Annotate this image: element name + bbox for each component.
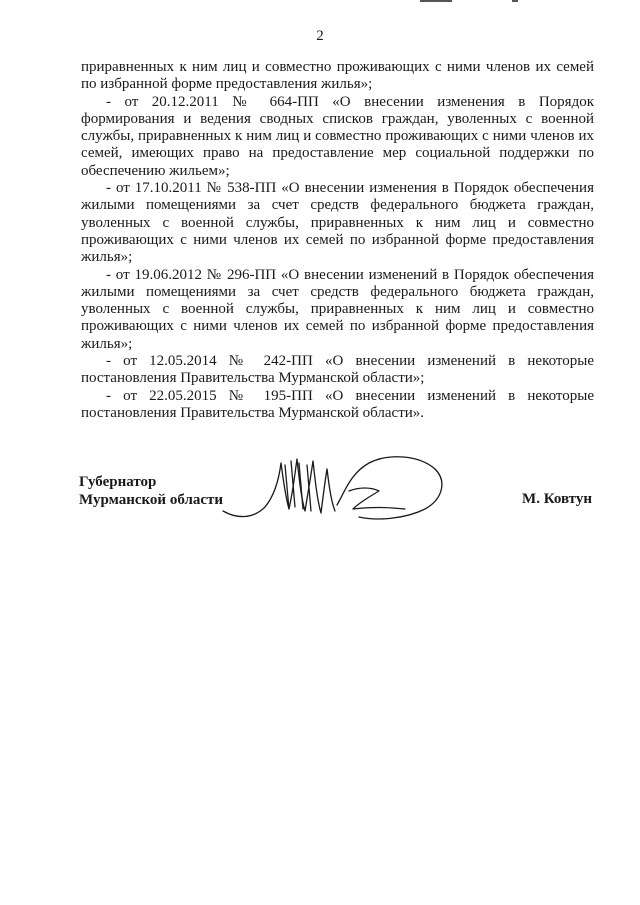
list-item: - от 22.05.2015 № 195-ПП «О внесении изменений в некоторые постановления Правительства Мурманской области». <box>81 387 594 421</box>
list-item: - от 20.12.2011 № 664-ПП «О внесении изменения в Порядок формирования и ведения сводных списков граждан, уволенных с военной службы, приравненных к ним лиц и совместно проживающих с ними членов их семей, имеющих право на предоставление мер социальной поддержки по обеспечению жильем»; <box>81 93 594 179</box>
signature-block <box>79 451 594 531</box>
scan-top-marks <box>420 0 530 4</box>
scan-mark <box>512 0 518 2</box>
scan-mark <box>420 0 452 2</box>
handwritten-signature <box>219 451 509 531</box>
signer-position <box>79 473 223 509</box>
signer-name: М. Ковтун <box>522 491 592 507</box>
page-number: 2 <box>316 28 324 44</box>
list-item: - от 19.06.2012 № 296-ПП «О внесении изменений в Порядок обеспечения жилыми помещениями за счет средств федерального бюджета граждан, уволенных с военной службы, приравненных к ним лиц и совместно проживающих с ними членов их семей по избранной форме предоставления жилья»; <box>81 266 594 352</box>
paragraph-continuation: приравненных к ним лиц и совместно проживающих с ними членов их семей по избранной форме предоставления жилья»; <box>81 59 594 93</box>
position-line: Губернатор <box>79 474 157 490</box>
list-item: - от 12.05.2014 № 242-ПП «О внесении изменений в некоторые постановления Правительства Мурманской области»; <box>81 353 594 387</box>
position-line: Мурманской области <box>79 492 224 508</box>
document-body <box>81 59 594 422</box>
list-item: - от 17.10.2011 № 538-ПП «О внесении изменения в Порядок обеспечения жилыми помещениями за счет средств федерального бюджета граждан, уволенных с военной службы, приравненных к ним лиц и совместно проживающих с ними членов их семей по избранной форме предоставления жилья»; <box>81 180 594 266</box>
